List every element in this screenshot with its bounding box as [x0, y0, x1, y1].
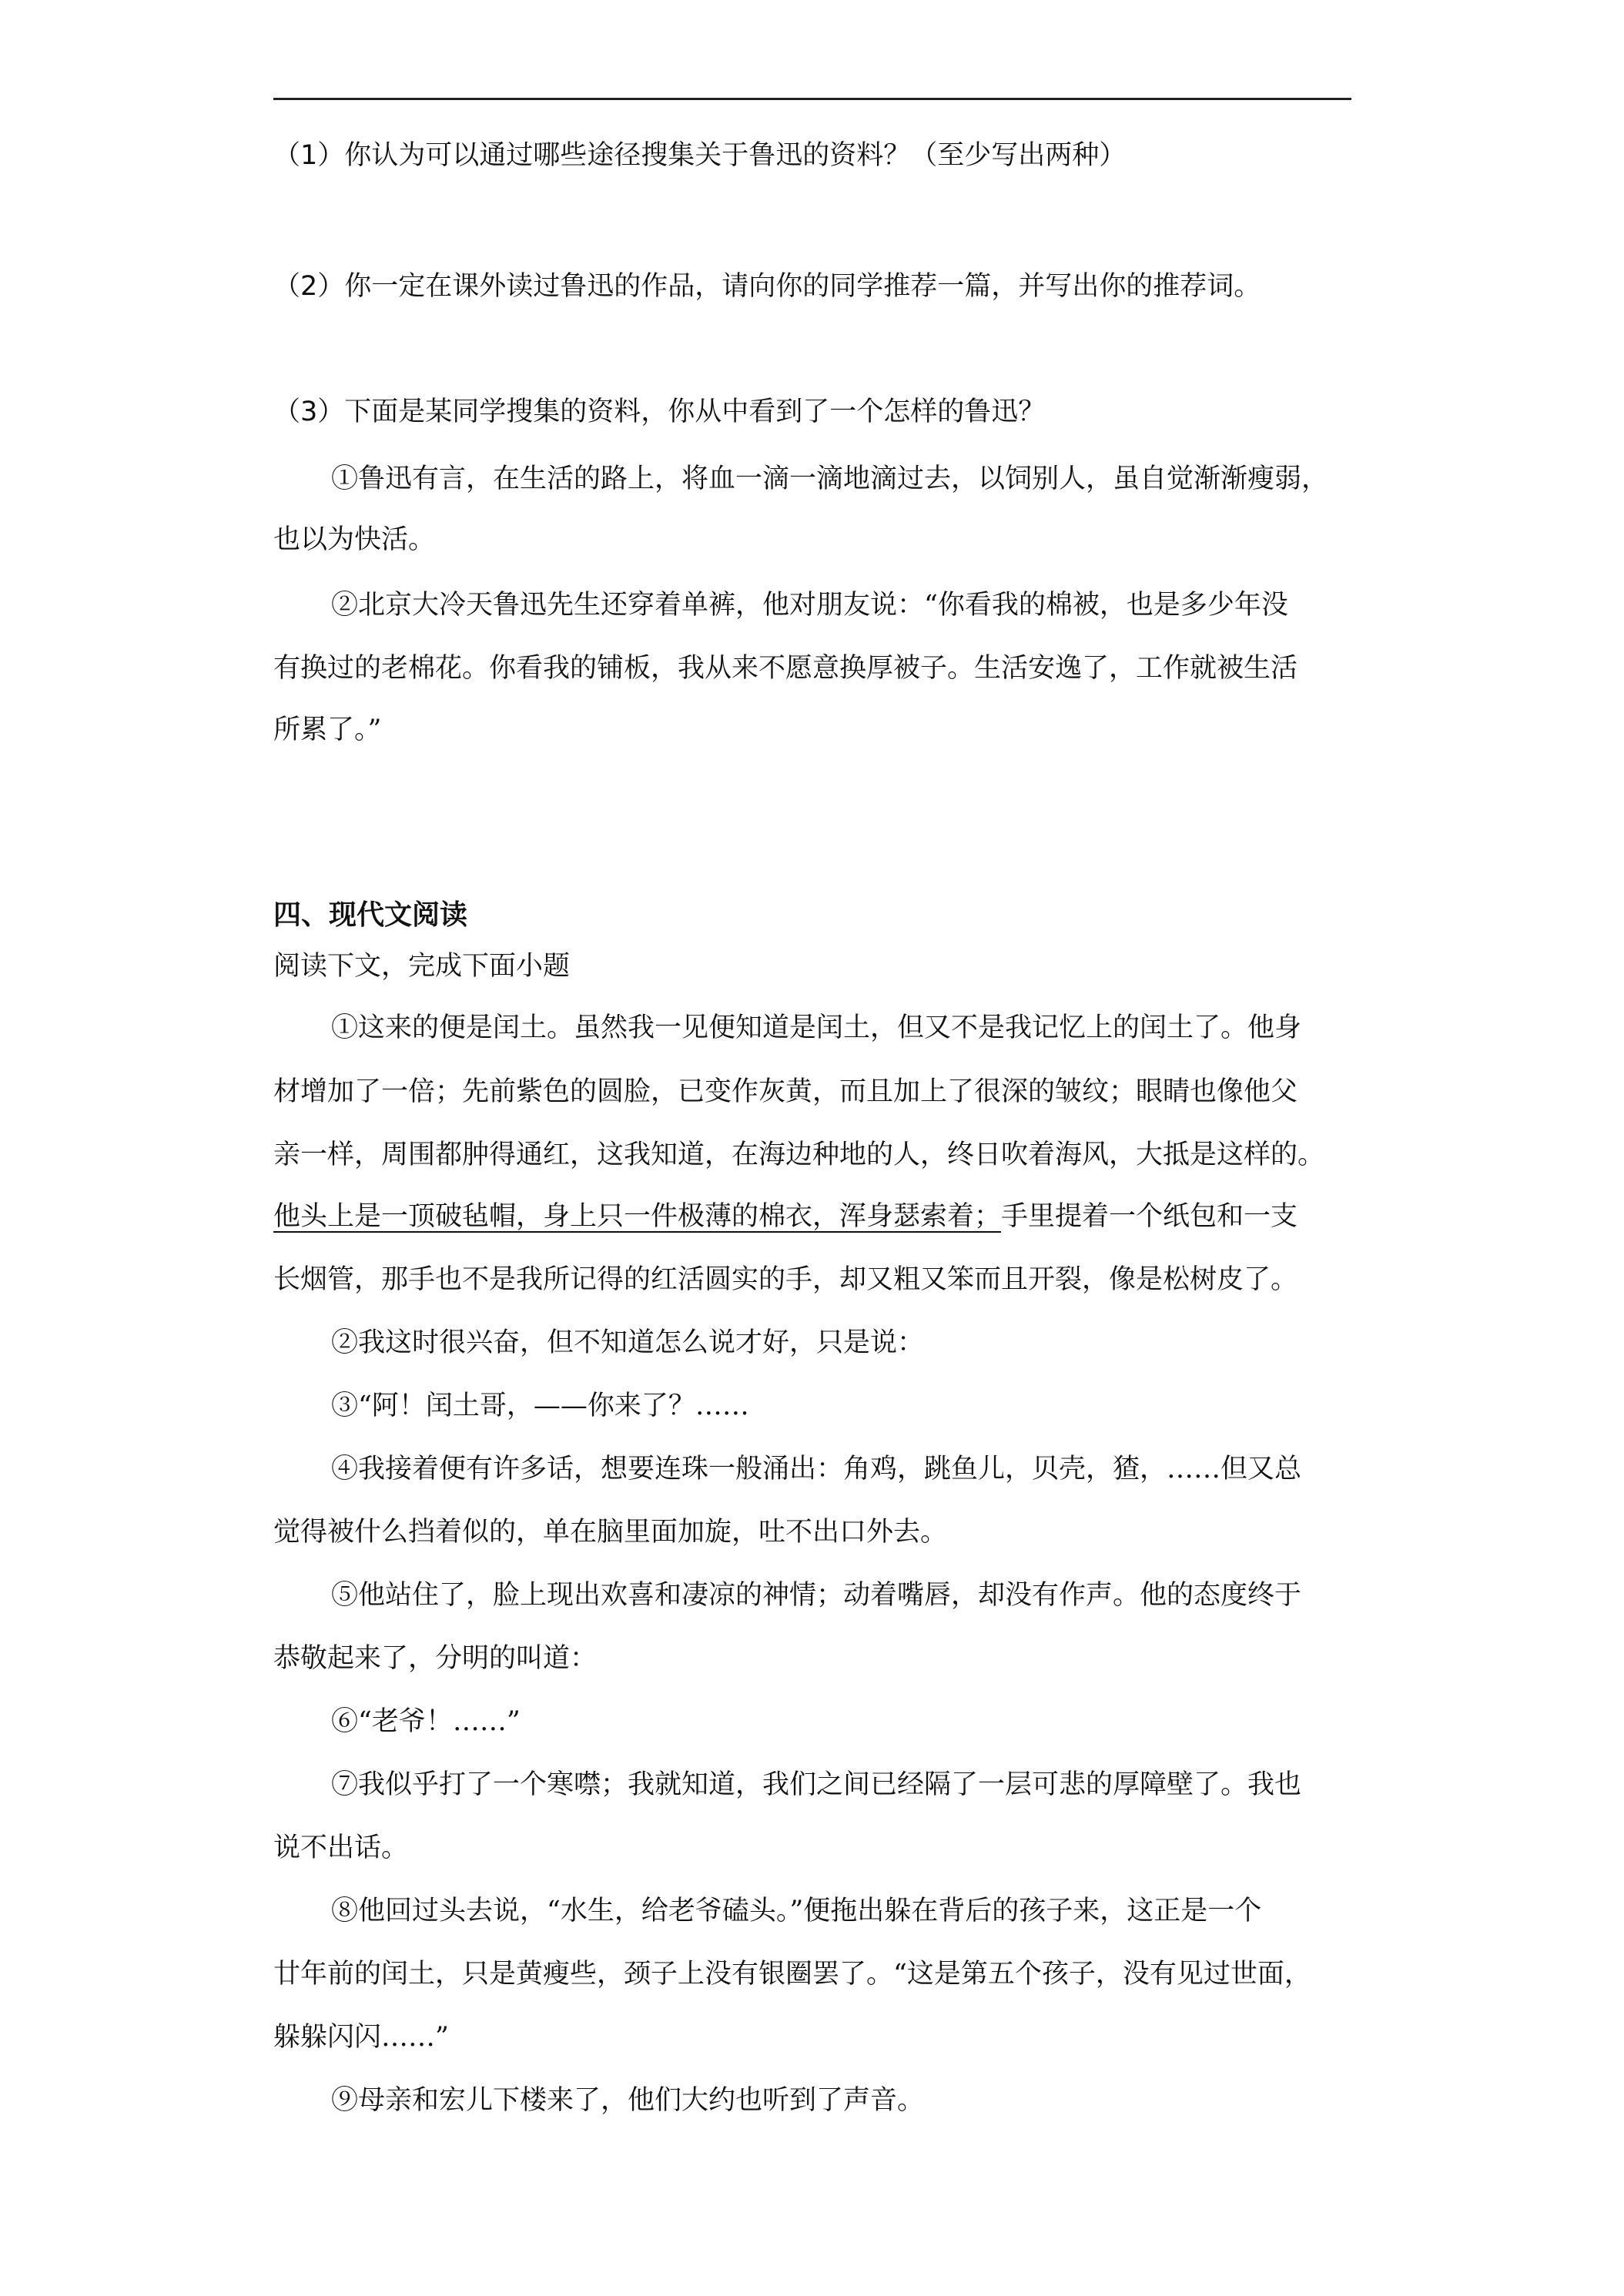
material-line: 也以为快活。: [273, 524, 436, 555]
passage-line: ③“阿！闰土哥，——你来了？……: [331, 1391, 749, 1421]
passage-line: 长烟管，那手也不是我所记得的红活圆实的手，却又粗又笨而且开裂，像是松树皮了。: [273, 1264, 1298, 1295]
question-2: （2）你一定在课外读过鲁迅的作品，请向你的同学推荐一篇，并写出你的推荐词。: [273, 271, 1261, 302]
passage-line: ⑥“老爷！……”: [331, 1706, 521, 1737]
question-1: （1）你认为可以通过哪些途径搜集关于鲁迅的资料？（至少写出两种）: [273, 140, 1127, 171]
passage-line: 亲一样，周围都肿得通红，这我知道，在海边种地的人，终日吹着海风，大抵是这样的。: [273, 1140, 1325, 1170]
passage-line: ⑧他回过头去说，“水生，给老爷磕头。”便拖出躲在背后的孩子来，这正是一个: [331, 1896, 1262, 1926]
passage-line: 说不出话。: [273, 1832, 409, 1863]
passage-line: 廿年前的闰土，只是黄瘦些，颈子上没有银圈罢了。“这是第五个孩子，没有见过世面，: [273, 1959, 1311, 1990]
passage-line-underlined: [273, 1200, 1298, 1233]
underlined-sentence: 他头上是一顶破毡帽，身上只一件极薄的棉衣，浑身瑟索着；: [273, 1201, 1002, 1232]
passage-line: 材增加了一倍；先前紫色的圆脸，已变作灰黄，而且加上了很深的皱纹；眼睛也像他父: [273, 1076, 1298, 1107]
passage-line: 躲躲闪闪……”: [273, 2022, 449, 2053]
material-line: 所累了。”: [273, 715, 382, 745]
question-3: （3）下面是某同学搜集的资料，你从中看到了一个怎样的鲁迅？: [273, 397, 1046, 427]
passage-line: 觉得被什么挡着似的，单在脑里面加旋，吐不出口外去。: [273, 1517, 948, 1548]
passage-line: 恭敬起来了，分明的叫道：: [273, 1643, 598, 1674]
section-instruction: 阅读下文，完成下面小题: [273, 951, 571, 982]
passage-line-tail: 手里提着一个纸包和一支: [1001, 1201, 1298, 1232]
passage-line: ②我这时很兴奋，但不知道怎么说才好，只是说：: [331, 1327, 925, 1358]
passage-line: ④我接着便有许多话，想要连珠一般涌出：角鸡，跳鱼儿，贝壳，猹，……但又总: [331, 1454, 1302, 1484]
passage-line: ⑤他站住了，脸上现出欢喜和凄凉的神情；动着嘴唇，却没有作声。他的态度终于: [331, 1580, 1302, 1611]
passage-line: ⑨母亲和宏儿下楼来了，他们大约也听到了声音。: [331, 2085, 925, 2116]
passage-line: ①这来的便是闰土。虽然我一见便知道是闰土，但又不是我记忆上的闰土了。他身: [331, 1012, 1302, 1043]
section-heading: 四、现代文阅读: [273, 899, 468, 931]
material-line: ②北京大冷天鲁迅先生还穿着单裤，他对朋友说：“你看我的棉被，也是多少年没: [331, 590, 1288, 621]
passage-line: ⑦我似乎打了一个寒噤；我就知道，我们之间已经隔了一层可悲的厚障壁了。我也: [331, 1769, 1302, 1800]
material-line: 有换过的老棉花。你看我的铺板，我从来不愿意换厚被子。生活安逸了，工作就被生活: [273, 653, 1298, 684]
material-line: ①鲁迅有言，在生活的路上，将血一滴一滴地滴过去，以饲别人，虽自觉渐渐瘦弱，: [331, 464, 1329, 494]
header-rule: [273, 98, 1351, 100]
